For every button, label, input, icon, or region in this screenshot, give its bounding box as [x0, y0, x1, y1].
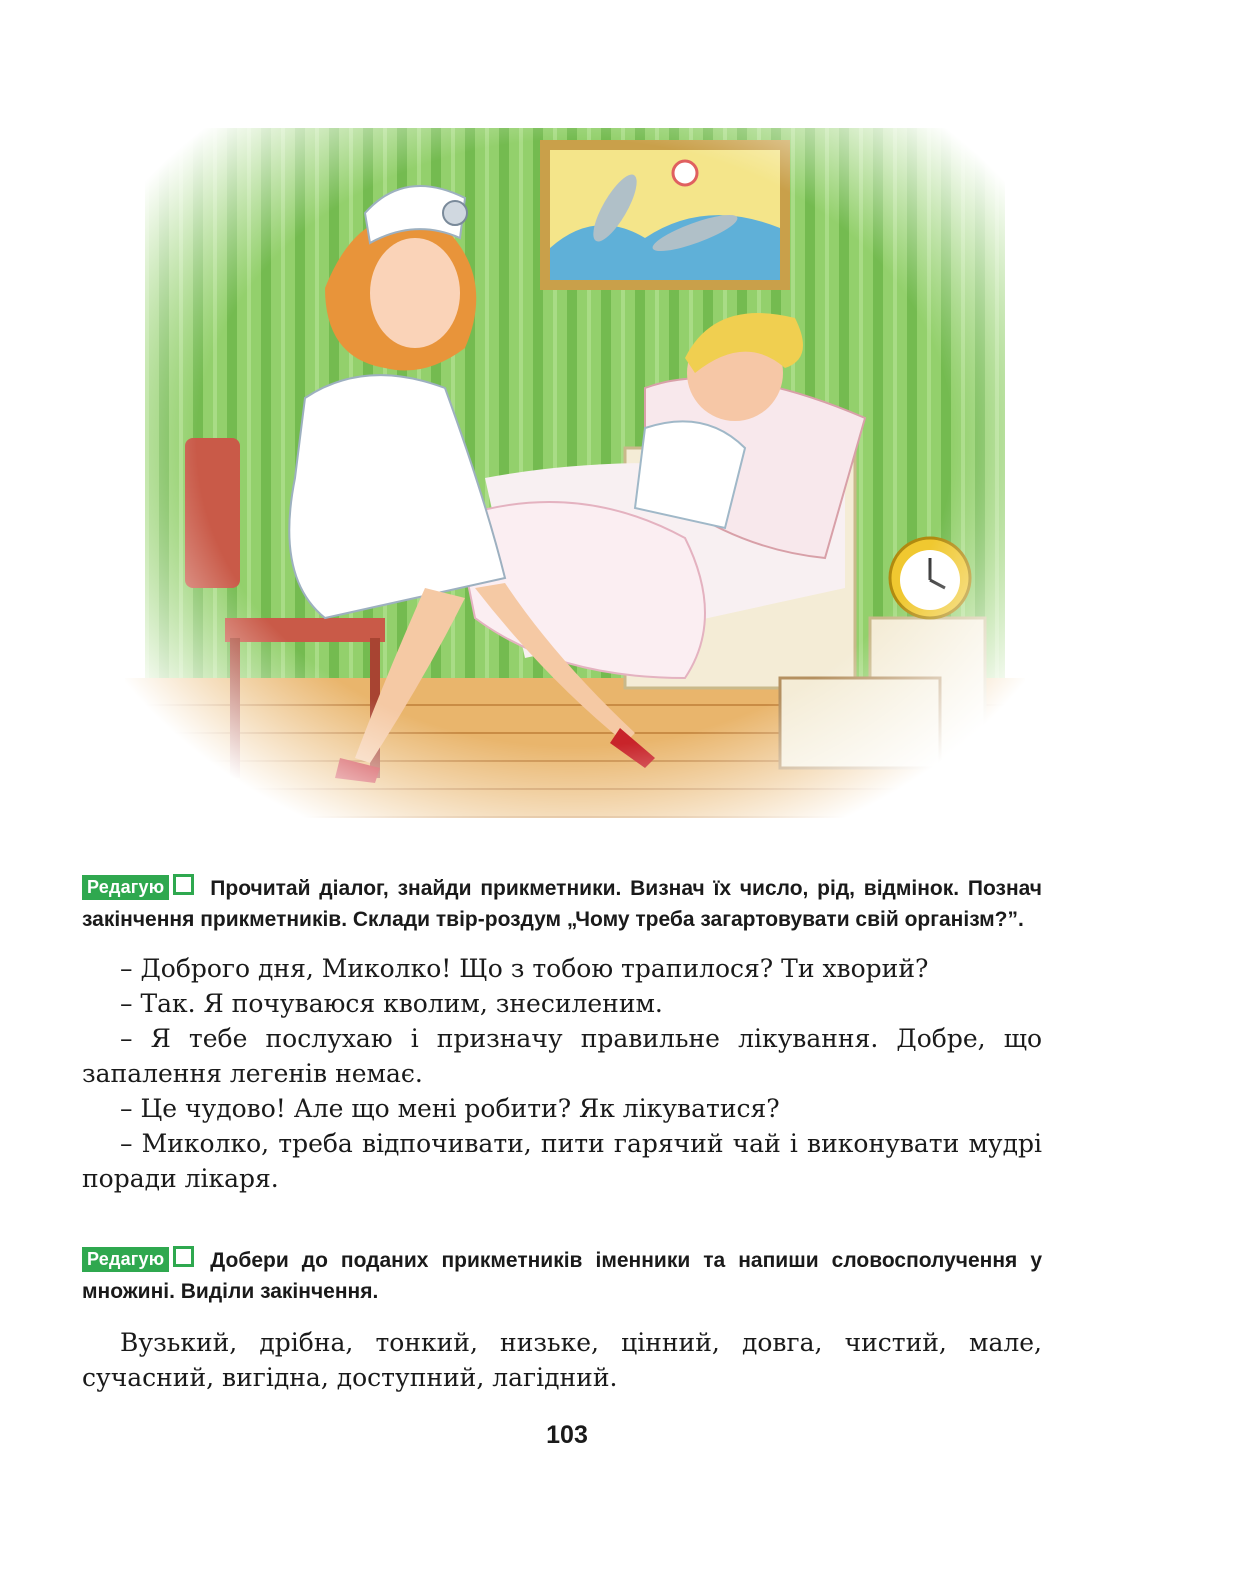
- dialog-line: – Я тебе послухаю і призначу правильне лікування. Добре, що запалення легенів немає.: [82, 1024, 1042, 1088]
- dialog-line: – Миколко, треба відпочивати, пити гарячий чай і виконувати мудрі поради лікаря.: [82, 1129, 1042, 1193]
- task-2-instruction: Добери до поданих прикметників іменники та напиши словосполучення у множині. Виділи закінчення.: [82, 1249, 1042, 1303]
- task-1-heading: [82, 873, 1042, 935]
- edit-badge: Редагую: [82, 875, 169, 900]
- checkbox-square-icon: [173, 1246, 194, 1267]
- edit-badge: Редагую: [82, 1247, 169, 1272]
- doctor-examining-boy-illustration: [125, 118, 1025, 840]
- dialog-line: – Так. Я почуваюся кволим, знесиленим.: [120, 989, 663, 1018]
- page-number: 103: [546, 1421, 588, 1449]
- checkbox-square-icon: [173, 874, 194, 895]
- task-1: [82, 873, 1042, 1196]
- task-1-instruction: Прочитай діалог, знайди прикметники. Визнач їх число, рід, відмінок. Познач закінчення прикметників. Склади твір-роздум „Чому треба загартовувати свій організм?”.: [82, 877, 1042, 931]
- dialog-text: [82, 951, 1042, 1196]
- dialog-line: – Це чудово! Але що мені робити? Як лікуватися?: [120, 1094, 780, 1123]
- adjective-list: Вузький, дрібна, тонкий, низьке, цінний, довга, чистий, мале, сучасний, вигідна, доступний, лагідний.: [82, 1328, 1042, 1392]
- task-2-heading: [82, 1245, 1042, 1307]
- dialog-line: – Доброго дня, Миколко! Що з тобою трапилося? Ти хворий?: [120, 954, 929, 983]
- task-2: [82, 1245, 1042, 1395]
